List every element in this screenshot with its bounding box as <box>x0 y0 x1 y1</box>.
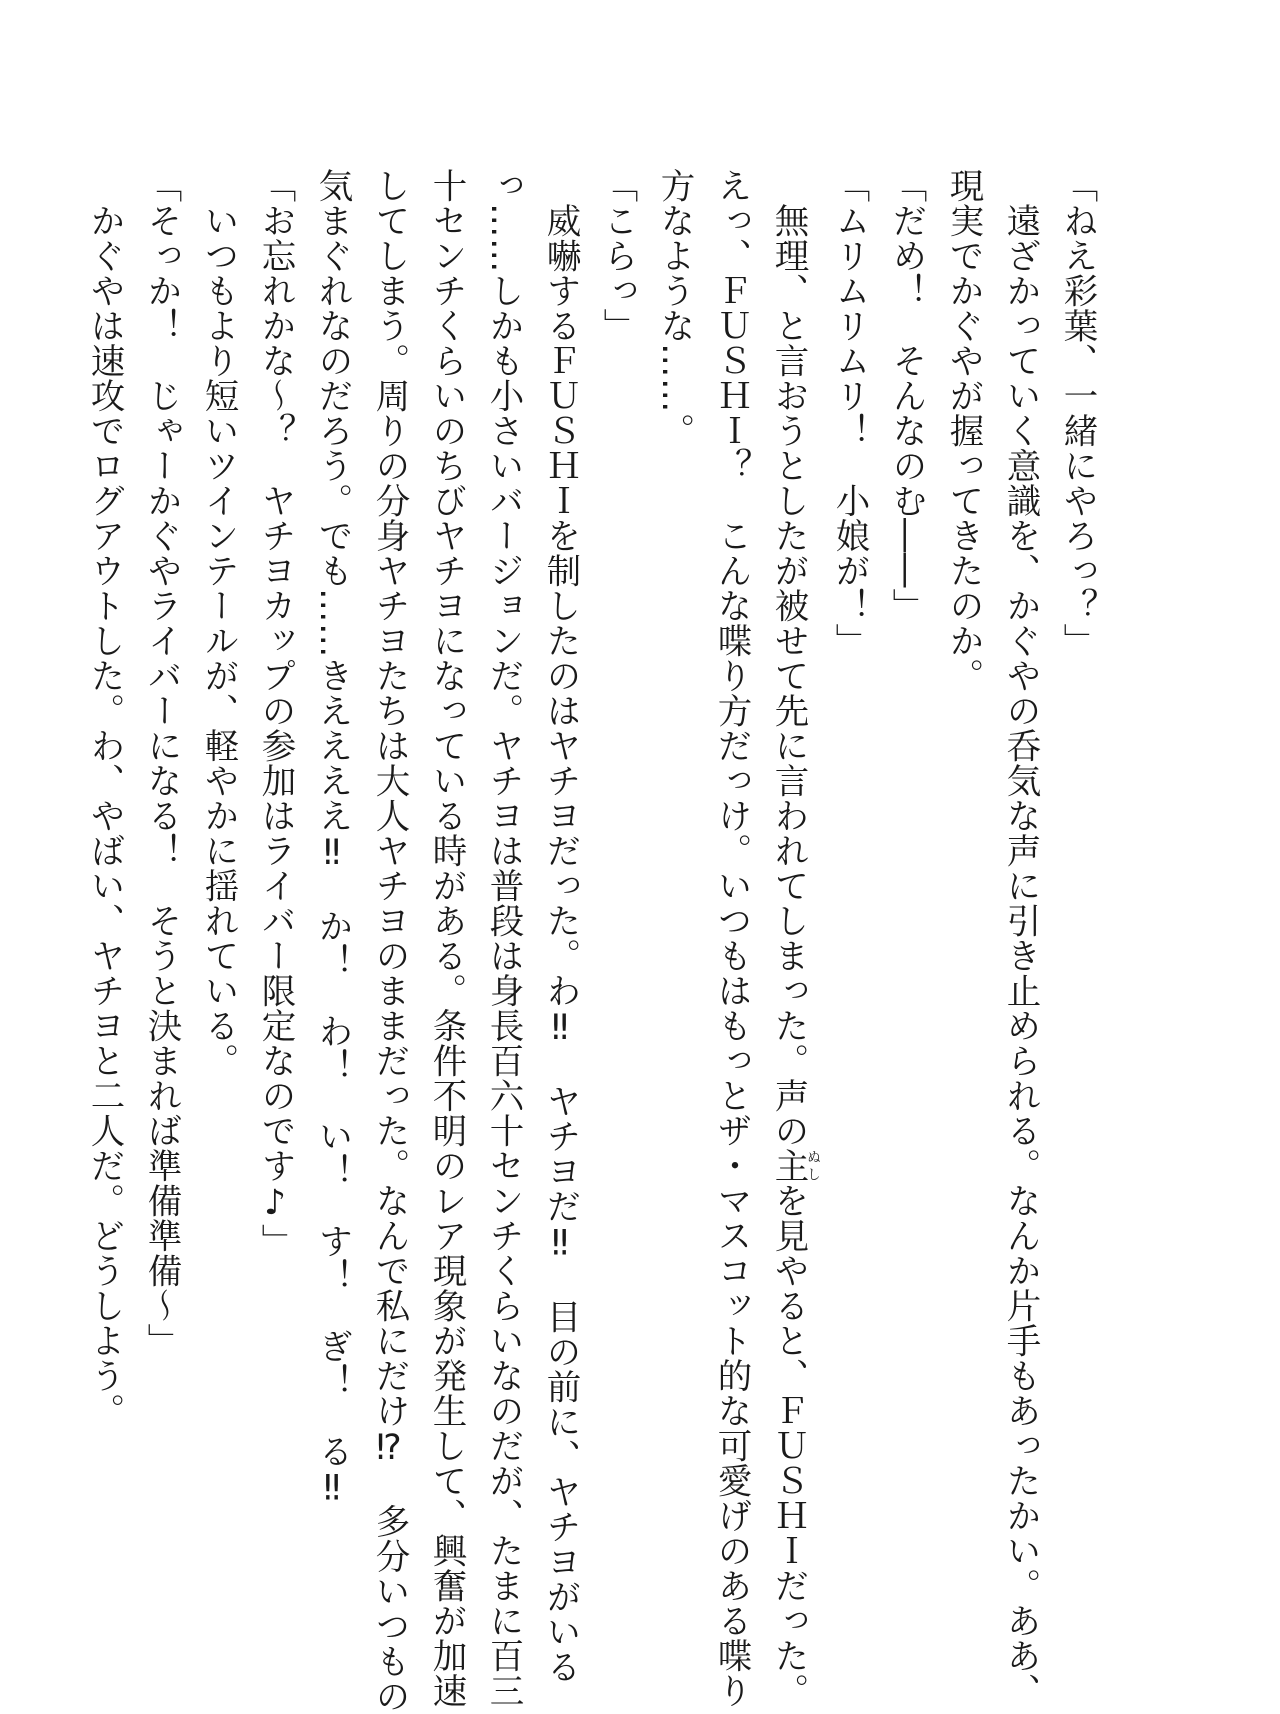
text-line: いつもより短いツインテールが、軽やかに揺れている。 <box>198 168 238 1078</box>
text-line: 十センチくらいのちびヤチヨになっている時がある。条件不明のレア現象が発生して、興奮が加速 <box>426 168 466 1708</box>
text-line: 「ムリムリムリ！ 小娘が！」 <box>829 168 869 658</box>
ruby-base: 主 <box>768 1148 808 1183</box>
text-segment: 無理、と言おうとしたが被せて先に言われてしまった。声の <box>768 168 808 1148</box>
vertical-text-block <box>75 168 1105 1714</box>
text-line: してしまう。周りの分身ヤチヨたちは大人ヤチヨのままだった。なんで私にだけ⁉ 多分いつもの <box>369 168 409 1714</box>
text-line: 方なような……。 <box>654 168 694 448</box>
text-line: えっ、ＦＵＳＨＩ？ こんな喋り方だっけ。いつもはもっとザ・マスコット的な可愛げのある喋り <box>711 168 751 1708</box>
text-line: 気まぐれなのだろう。でも……きええええ‼ か！ わ！ い！ す！ ぎ！ る‼ <box>312 168 352 1509</box>
text-line: 「だめ！ そんなのむ――」 <box>886 168 926 623</box>
text-line: 威嚇するＦＵＳＨＩを制したのはヤチヨだった。わ‼ ヤチヨだ‼ 目の前に、ヤチヨがいる <box>540 168 580 1684</box>
text-line: 遠ざかっていく意識を、かぐやの呑気な声に引き止められる。なんか片手もあったかい。ああ、 <box>1000 168 1040 1708</box>
text-line: 「こらっ」 <box>597 168 637 343</box>
text-line: 「お忘れかな～？ ヤチヨカップの参加はライバー限定なのです♪」 <box>255 168 295 1259</box>
ruby-reading: ぬし <box>805 1148 821 1183</box>
text-line: 「ねえ彩葉、一緒にやろっ？」 <box>1057 168 1097 658</box>
text-line: っ……しかも小さいバージョンだ。ヤチヨは普段は身長百六十センチくらいなのだが、たまに百三 <box>483 168 523 1708</box>
text-line: 現実でかぐやが握ってきたのか。 <box>943 168 983 693</box>
text-segment: を見やると、ＦＵＳＨＩだった。 <box>768 1183 808 1708</box>
text-line: かぐやは速攻でログアウトした。わ、やばい、ヤチヨと二人だ。どうしよう。 <box>84 168 124 1428</box>
text-line: 「そっか！ じゃーかぐやライバーになる！ そうと決まれば準備準備～」 <box>141 168 181 1358</box>
ruby-word <box>768 1148 821 1183</box>
text-line-with-ruby <box>759 168 821 1708</box>
